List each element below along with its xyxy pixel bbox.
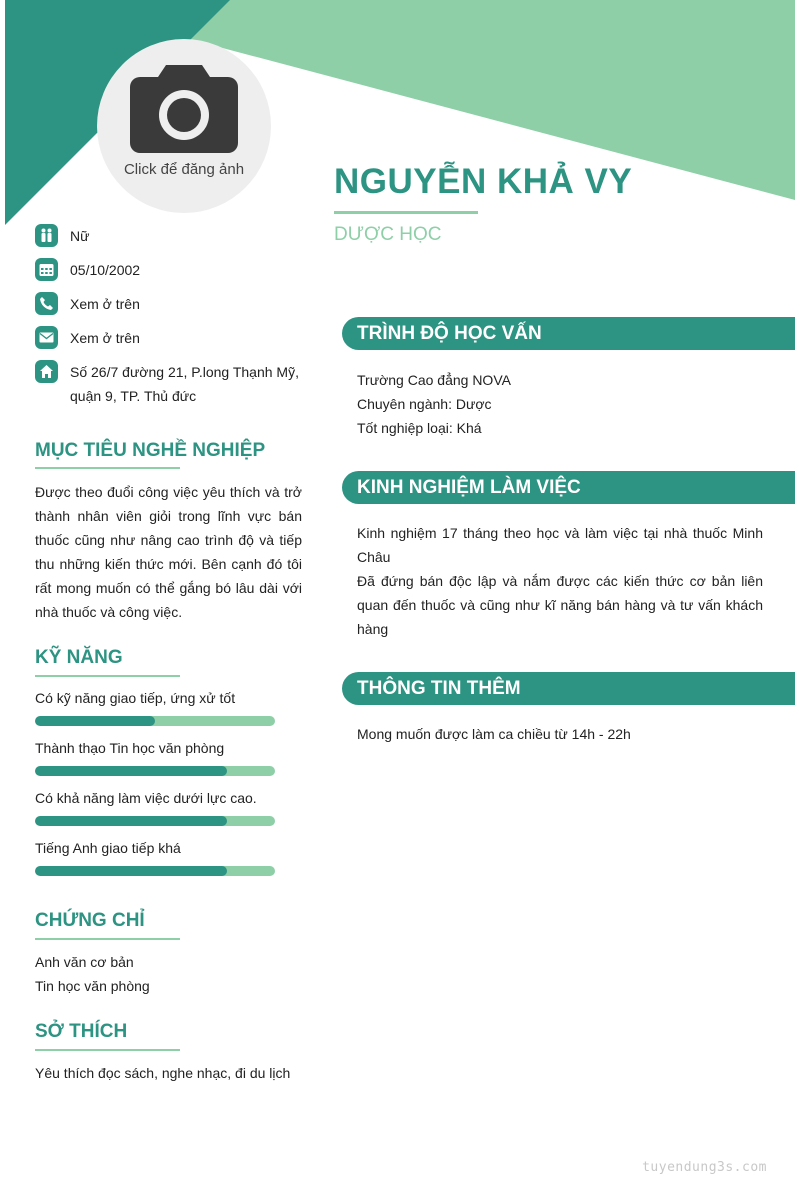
skill-bar	[35, 766, 275, 776]
phone-value: Xem ở trên	[70, 296, 140, 312]
certificates-title: CHỨNG CHỈ	[35, 910, 145, 931]
hobbies-title: SỞ THÍCH	[35, 1021, 128, 1042]
skill-label: Có khả năng làm việc dưới lực cao.	[35, 790, 257, 806]
contact-address	[35, 360, 305, 408]
skill-bar-fill	[35, 716, 155, 726]
phone-icon	[35, 292, 58, 315]
skill-bar-fill	[35, 866, 227, 876]
certificates-list	[35, 950, 150, 998]
experience-block	[357, 521, 763, 641]
photo-caption: Click để đăng ảnh	[123, 161, 245, 178]
email-icon	[35, 326, 58, 349]
calendar-icon	[35, 258, 58, 281]
contact-email	[35, 326, 305, 360]
skill-bar-fill	[35, 816, 227, 826]
skill-bar-fill	[35, 766, 227, 776]
skill-label: Thành thạo Tin học văn phòng	[35, 740, 225, 756]
experience-title: KINH NGHIỆM LÀM VIỆC	[357, 477, 581, 498]
skills-underline	[35, 675, 180, 677]
education-line: Tốt nghiệp loại: Khá	[357, 420, 482, 436]
camera-icon	[130, 63, 238, 153]
additional-title: THÔNG TIN THÊM	[357, 678, 521, 699]
objective-title: MỤC TIÊU NGHỀ NGHIỆP	[35, 440, 266, 461]
email-value: Xem ở trên	[70, 330, 140, 346]
address-line-1: Số 26/7 đường 21, P.long Thạnh Mỹ,	[70, 364, 299, 380]
skill-label: Tiếng Anh giao tiếp khá	[35, 840, 181, 856]
gender-icon	[35, 224, 58, 247]
experience-header	[342, 471, 795, 504]
birthday-value: 05/10/2002	[70, 262, 141, 278]
hobbies-text: Yêu thích đọc sách, nghe nhạc, đi du lịch	[35, 1065, 291, 1081]
objective-text: Được theo đuổi công việc yêu thích và trở thành nhân viên giỏi trong lĩnh vực bán thuốc cũng như nâng cao trình độ và tiếp thu những kiến thức mới. Bên cạnh đó tôi rất mong muốn có thể gắng bó lâu dài với nhà thuốc và công việc.	[35, 484, 302, 620]
address-line-2: quận 9, TP. Thủ đức	[70, 388, 197, 404]
additional-text: Mong muốn được làm ca chiều từ 14h - 22h	[357, 726, 631, 742]
watermark: tuyendung3s.com	[642, 1160, 767, 1175]
education-header	[342, 317, 795, 350]
hobbies-underline	[35, 1049, 180, 1051]
education-line: Chuyên ngành: Dược	[357, 396, 492, 412]
contact-gender	[35, 224, 305, 258]
skill-bar	[35, 816, 275, 826]
gender-value: Nữ	[70, 228, 90, 244]
profile-photo-upload[interactable]	[97, 39, 271, 213]
experience-line: Đã đứng bán độc lập và nắm được các kiến thức cơ bản liên quan đến thuốc và cũng như kĩ năng bán hàng và tư vấn khách hàng	[357, 573, 763, 637]
home-icon	[35, 360, 58, 383]
name-underline	[334, 211, 478, 214]
education-line: Trường Cao đẳng NOVA	[357, 372, 511, 388]
candidate-name: NGUYỄN KHẢ VY	[334, 162, 633, 201]
cv-page	[5, 0, 795, 1191]
contact-phone	[35, 292, 305, 326]
experience-line: Kinh nghiệm 17 tháng theo học và làm việc tại nhà thuốc Minh Châu	[357, 525, 763, 565]
skill-bar	[35, 866, 275, 876]
additional-header	[342, 672, 795, 705]
address-value	[70, 360, 305, 408]
skills-title: KỸ NĂNG	[35, 647, 123, 668]
candidate-position: DƯỢC HỌC	[334, 224, 442, 245]
contact-list	[35, 224, 305, 408]
education-block	[357, 368, 763, 440]
certificate-item: Tin học văn phòng	[35, 978, 150, 994]
skill-bar	[35, 716, 275, 726]
certificate-item: Anh văn cơ bản	[35, 954, 134, 970]
contact-birthday	[35, 258, 305, 292]
skill-label: Có kỹ năng giao tiếp, ứng xử tốt	[35, 690, 236, 706]
certificates-underline	[35, 938, 180, 940]
education-title: TRÌNH ĐỘ HỌC VẤN	[357, 323, 542, 344]
objective-underline	[35, 467, 180, 469]
